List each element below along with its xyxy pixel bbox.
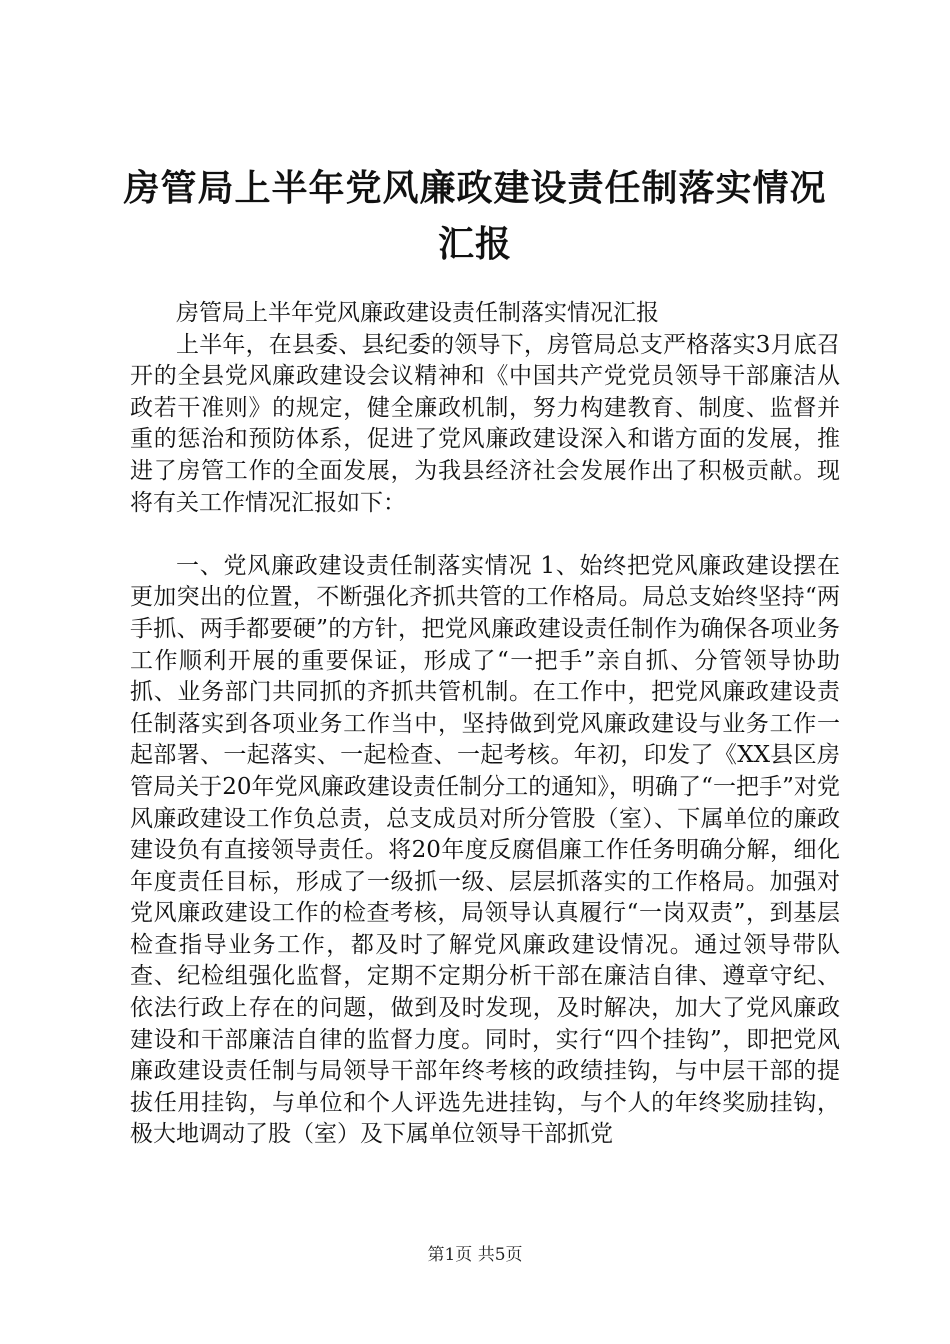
body-paragraph-section-one: 一、党风廉政建设责任制落实情况 1、始终把党风廉政建设摆在更加突出的位置，不断强化齐抓共管的工作格局。局总支始终坚持“两手抓、两手都要硬”的方针，把党风廉政建设责任制作为确保各项业务工作顺利开展的重要保证，形成了“一把手”亲自抓、分管领导协助抓、业务部门共同抓的齐抓共管机制。在工作中，把党风廉政建设责任制落实到各项业务工作当中，坚持做到党风廉政建设与业务工作一起部署、一起落实、一起检查、一起考核。年初，印发了《XX县区房管局关于20年党风廉政建设责任制分工的通知》，明确了“一把手”对党风廉政建设工作负总责，总支成员对所分管股（室）、下属单位的廉政建设负有直接领导责任。将20年度反腐倡廉工作任务明确分解，细化年度责任目标，形成了一级抓一级、层层抓落实的工作格局。加强对党风廉政建设工作的检查考核，局领导认真履行“一岗双责”，到基层检查指导业务工作，都及时了解党风廉政建设情况。通过领导带队查、纪检组强化监督，定期不定期分析干部在廉洁自律、遵章守纪、依法行政上存在的问题，做到及时发现，及时解决，加大了党风廉政建设和干部廉洁自律的监督力度。同时，实行“四个挂钩”，即把党风廉政建设责任制与局领导干部年终考核的政绩挂钩，与中层干部的提拔任用挂钩，与单位和个人评选先进挂钩，与个人的年终奖励挂钩，极大地调动了股（室）及下属单位领导干部抓党	[130, 552, 840, 1148]
document-body	[130, 298, 840, 1151]
document-title: 房管局上半年党风廉政建设责任制落实情况汇报	[123, 167, 827, 265]
body-paragraph-subtitle: 房管局上半年党风廉政建设责任制落实情况汇报	[176, 300, 659, 326]
page-number-footer: 第1页 共5页	[427, 1245, 523, 1265]
body-paragraph-intro: 上半年，在县委、县纪委的领导下，房管局总支严格落实3月底召开的全县党风廉政建设会议精神和《中国共产党党员领导干部廉洁从政若干准则》的规定，健全廉政机制，努力构建教育、制度、监督并重的惩治和预防体系，促进了党风廉政建设深入和谐方面的发展，推进了房管工作的全面发展，为我县经济社会发展作出了积极贡献。现将有关工作情况汇报如下：	[130, 331, 840, 516]
